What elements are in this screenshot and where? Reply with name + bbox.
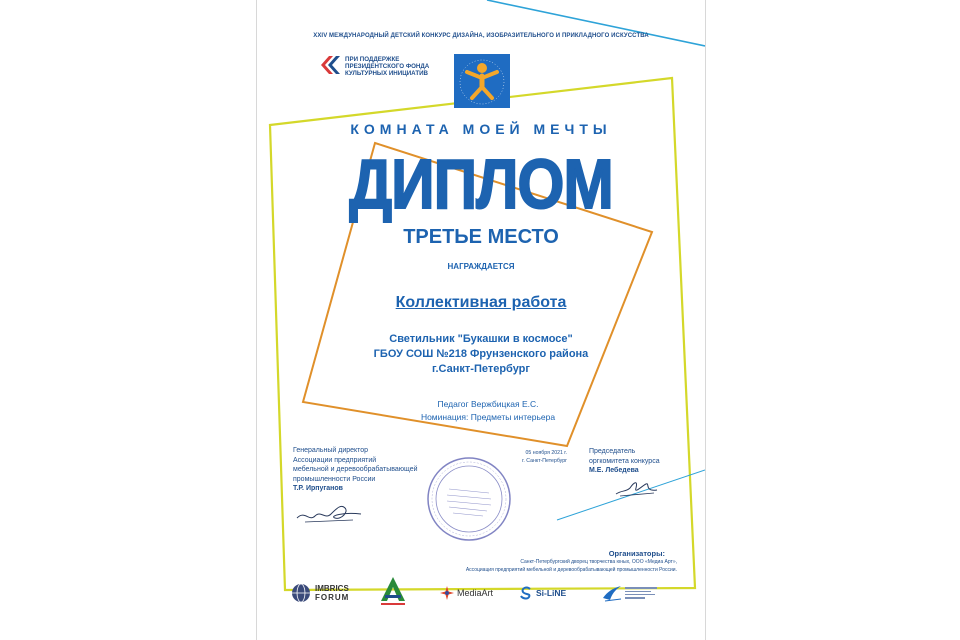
association-a-icon [379, 575, 407, 607]
director-title-line: мебельной и деревообрабатывающей [293, 466, 418, 473]
siline-s-icon [519, 586, 533, 600]
chair-title-line: Председатель [589, 448, 636, 455]
presidential-fund-text [345, 56, 429, 77]
siline-logo [519, 578, 566, 608]
chair-title-line: оргкомитета конкурса [589, 457, 660, 465]
fund-line: ПРИ ПОДДЕРЖКЕ [345, 56, 400, 63]
forum-label: FORUM [315, 593, 350, 602]
chair-signature-block [589, 447, 660, 476]
director-title-line: промышленности России [293, 475, 376, 483]
teacher-name: Педагог Вержбицкая Е.С. [437, 399, 539, 409]
mediaart-logo [439, 578, 493, 608]
association-logo [379, 576, 407, 606]
fund-line: КУЛЬТУРНЫХ ИНИЦИАТИВ [345, 70, 429, 77]
organizers-line: Ассоциация предприятий мебельной и деревообрабатывающей промышленности России. [465, 567, 677, 573]
palace-logo [601, 578, 657, 608]
place-award: ТРЕТЬЕ МЕСТО [403, 226, 559, 248]
work-title: Светильник "Букашки в космосе" [389, 333, 573, 345]
director-title-line: Генеральный директор [293, 447, 369, 454]
imbrics-label: IMBRICS [315, 584, 349, 593]
dancing-figure-icon [454, 54, 510, 108]
organizers-title: Организаторы: [608, 549, 665, 558]
imbrics-forum-logo [290, 578, 349, 608]
mediaart-star-icon [439, 585, 455, 601]
chair-signature-icon [614, 476, 659, 500]
school-name: ГБОУ СОШ №218 Фрунзенского района [373, 348, 589, 360]
presidential-fund-logo-icon [319, 54, 341, 76]
awarded-label: НАГРАЖДАЕТСЯ [447, 262, 515, 271]
dream-room-logo [454, 54, 510, 108]
diploma-sheet [256, 0, 706, 640]
contest-title: XXIV МЕЖДУНАРОДНЫЙ ДЕТСКИЙ КОНКУРС ДИЗАЙНА, ИЗОБРАЗИТЕЛЬНОГО И ПРИКЛАДНОГО ИСКУССТВА [313, 33, 649, 39]
fund-line: ПРЕЗИДЕНТСКОГО ФОНДА [345, 63, 430, 70]
organizers-line: Санкт-Петербургский дворец творчества юных, ООО «Медиа Арт», [520, 559, 677, 565]
issue-date: 05 ноября 2021 г. [525, 450, 567, 456]
recipient-name: Коллективная работа [395, 294, 567, 311]
date-block [513, 449, 567, 465]
palace-fineprint [625, 586, 657, 600]
director-title-line: Ассоциации предприятий [293, 456, 377, 464]
director-name: Т.Р. Ирпуганов [293, 485, 343, 492]
director-signature-icon [295, 498, 365, 528]
siline-label: Si-LiNE [536, 588, 567, 598]
city-name: г.Санкт-Петербург [432, 363, 530, 375]
diploma-heading: ДИПЛОМ [349, 145, 613, 223]
nomination: Номинация: Предметы интерьера [420, 412, 556, 422]
issue-city: г. Санкт-Петербург [522, 458, 567, 464]
chair-name: М.Е. Лебедева [589, 467, 639, 474]
seal-stamp-icon [425, 455, 513, 543]
palace-bird-icon [601, 582, 623, 604]
globe-icon [290, 582, 312, 604]
director-signature-block [293, 446, 418, 494]
mediaart-label: MediaArt [457, 588, 494, 598]
contest-name: КОМНАТА МОЕЙ МЕЧТЫ [350, 121, 612, 137]
